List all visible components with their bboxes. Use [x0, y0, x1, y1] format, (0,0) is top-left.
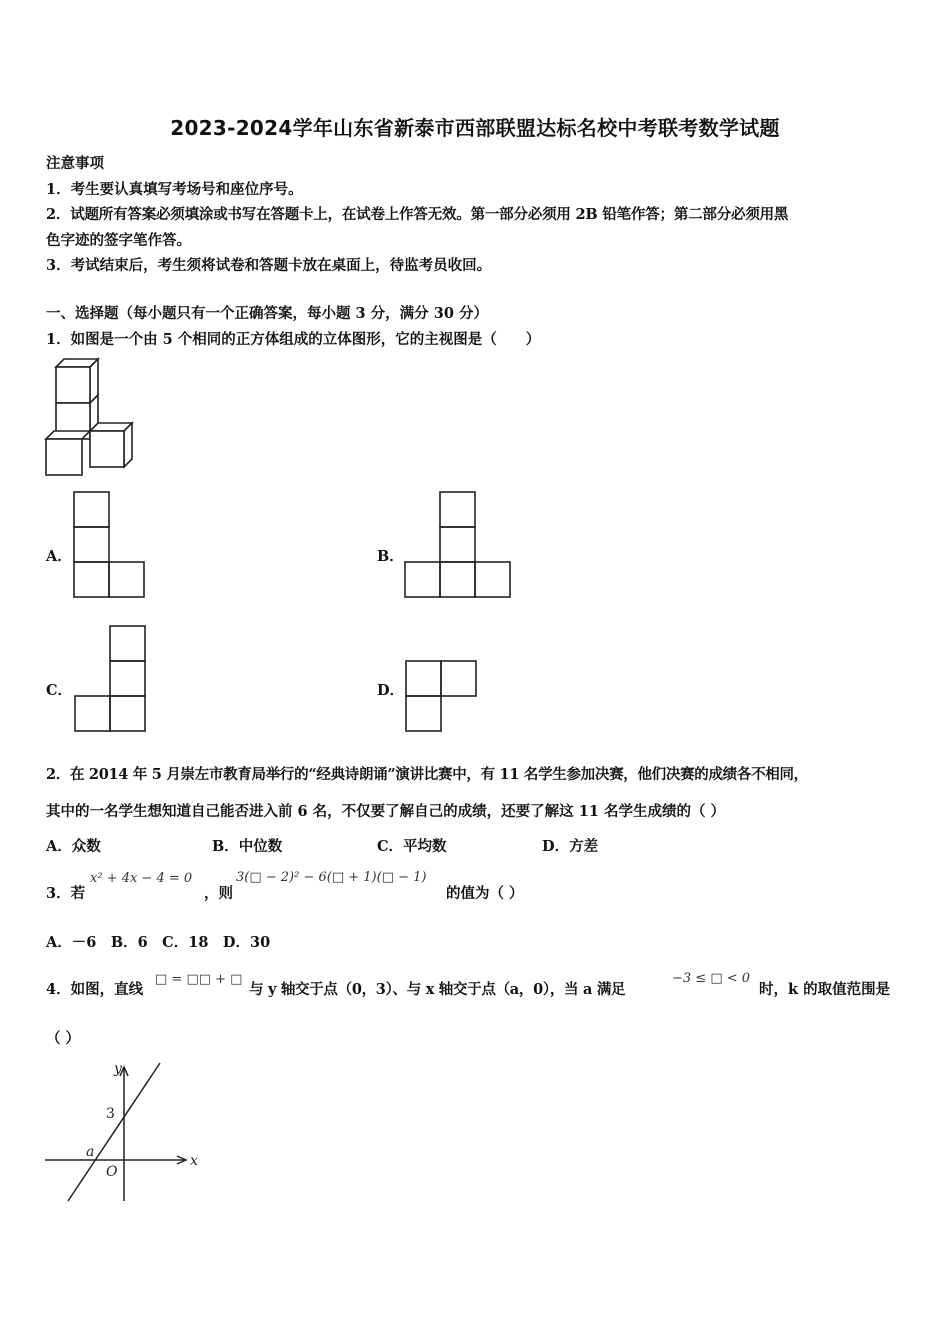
notice-heading: 注意事项: [46, 155, 104, 172]
question-4-middle: 与 y 轴交于点（0，3）、与 x 轴交于点（a，0），当 a 满足: [249, 981, 626, 998]
question-4-suffix: 时，k 的取值范围是: [759, 981, 891, 998]
q2-option-a: A．众数: [46, 838, 101, 855]
option-d-label: D．: [377, 682, 405, 699]
question-4-bracket: （ ）: [46, 1030, 81, 1047]
notice-item: 色字迹的签字笔作答。: [46, 232, 191, 249]
option-b-label: B．: [377, 548, 404, 565]
section-heading: 一、选择题（每小题只有一个正确答案，每小题 3 分，满分 30 分）: [46, 305, 488, 322]
option-b-figure: [403, 490, 513, 600]
notice-item: 2．试题所有答案必须填涂或书写在答题卡上，在试卷上作答无效。第一部分必须用 2B 铅笔作答；第二部分必须用黑: [46, 206, 789, 223]
question-4-prefix: 4．如图，直线: [46, 981, 144, 998]
option-c-figure: [73, 624, 149, 734]
origin-label: O: [106, 1164, 118, 1180]
notice-item: 3．考试结束后，考生须将试卷和答题卡放在桌面上，待监考员收回。: [46, 257, 492, 274]
question-2-line: 2．在 2014 年 5 月崇左市教育局举行的“经典诗朗诵”演讲比赛中，有 11 名学生参加决赛，他们决赛的成绩各不相同，: [46, 766, 808, 783]
q2-option-b: B．中位数: [212, 838, 283, 855]
q3-equation: x² + 4x − 4 = 0: [90, 871, 193, 886]
y-intercept-label: 3: [106, 1106, 115, 1122]
question-1-stem: 1．如图是一个由 5 个相同的正方体组成的立体图形，它的主视图是（ ）: [46, 331, 541, 348]
q4-line-equation: □ = □□ + □: [155, 972, 243, 987]
question-3-middle: ，则: [204, 885, 233, 902]
x-axis-label: x: [190, 1153, 198, 1169]
q4-range: −3 ≤ □ < 0: [672, 971, 751, 986]
question-3-suffix: 的值为（ ）: [446, 885, 524, 902]
line-graph-figure: [40, 1055, 210, 1205]
option-c-label: C．: [46, 682, 73, 699]
y-axis-label: y: [114, 1061, 122, 1077]
question-3-prefix: 3．若: [46, 885, 86, 902]
question-2-line: 其中的一名学生想知道自己能否进入前 6 名，不仅要了解自己的成绩，还要了解这 11 名学生成绩的（ ）: [46, 803, 726, 820]
cube-stack-figure: [44, 357, 136, 479]
notice-item: 1．考生要认真填写考场号和座位序号。: [46, 181, 303, 198]
page-title: 2023-2024学年山东省新泰市西部联盟达标名校中考联考数学试题: [170, 116, 780, 140]
q2-option-c: C．平均数: [377, 838, 447, 855]
x-intercept-label: a: [86, 1144, 95, 1160]
q3-expression: 3(□ − 2)² − 6(□ + 1)(□ − 1): [236, 870, 427, 885]
q3-options: A．－6 B．6 C．18 D．30: [46, 934, 271, 951]
option-a-label: A．: [46, 548, 72, 565]
option-d-figure: [404, 659, 480, 735]
q2-option-d: D．方差: [542, 838, 599, 855]
option-a-figure: [72, 490, 148, 600]
